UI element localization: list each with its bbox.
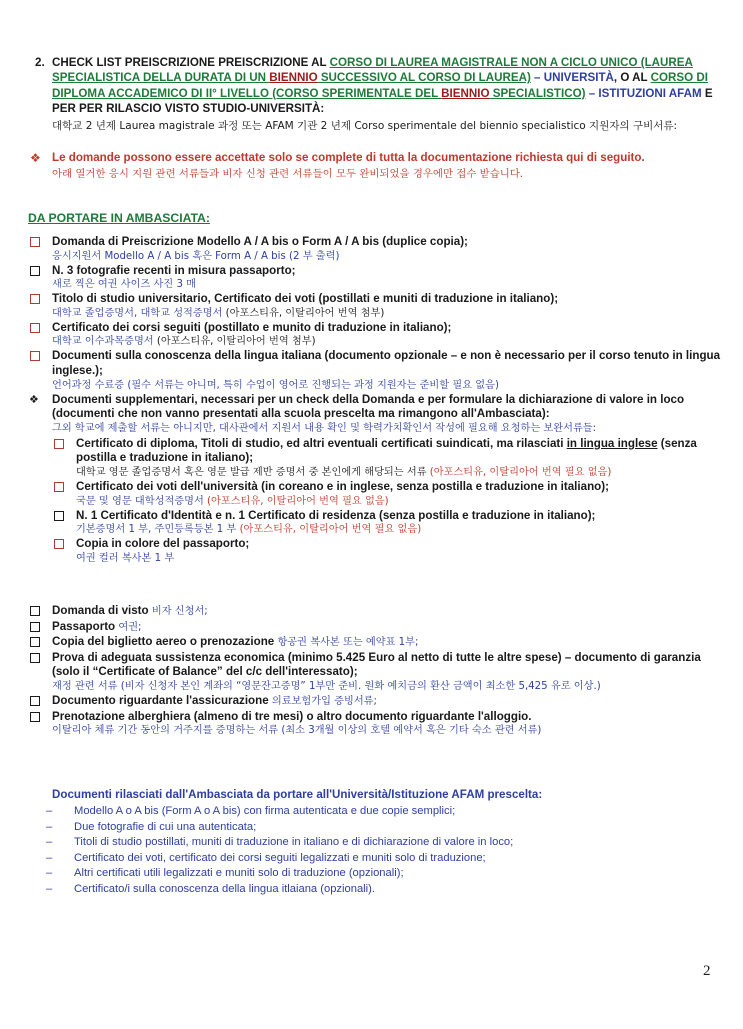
checklist-title <box>52 55 725 117</box>
item-text: Documenti sulla conoscenza della lingua italiana (documento opzionale – e non è necessario per il corso tenuto in lingua inglese.); <box>52 349 721 377</box>
list-item <box>28 292 728 321</box>
afam-item: Certificato/i sulla conoscenza della lingua itlaiana (opzionali). <box>74 882 375 895</box>
item-korean: 새로 찍은 여권 사이즈 사진 3 매 <box>52 279 197 291</box>
list-item <box>28 321 728 350</box>
checkbox-icon[interactable] <box>30 237 40 247</box>
checkbox-icon[interactable] <box>54 439 64 449</box>
afam-title: Documenti rilasciati dall'Ambasciata da portare all'Università/Istituzione AFAM prescelta: <box>52 788 543 801</box>
item-korean-b: (아포스티유, 이탈리아어 번역 필요 없음) <box>239 524 422 536</box>
item-korean: 여권 컬러 복사본 1 부 <box>76 552 175 564</box>
item-text: Certificato dei corsi seguiti (postillato e munito di traduzione in italiano); <box>52 320 452 334</box>
item-korean: 응시지원서 Modello A / A bis 혹은 Form A / A bis (2 부 출력) <box>52 250 340 262</box>
list-item: – Modello A o A bis (Form A o A bis) con firma autenticata e due copie semplici; <box>46 805 456 817</box>
afam-item: Modello A o A bis (Form A o A bis) con firma autenticata e due copie semplici; <box>74 805 456 817</box>
title-part: CORSO DI LAUREA MAGISTRALE NON A CICLO UNICO (LAUREA SPECIALISTICA DELLA DURATA DI UN <box>52 56 693 85</box>
item-korean <box>52 307 728 321</box>
checkbox-icon[interactable] <box>30 323 40 333</box>
item-text-main: Domanda di visto <box>52 604 152 617</box>
item-text-main: Passaporto <box>52 619 119 633</box>
title-part: BIENNIO <box>269 71 318 85</box>
diamond-bullet-icon: ❖ <box>30 151 41 165</box>
title-part: SPECIALISTICO) <box>489 86 586 100</box>
item-text-main: Copia del biglietto aereo o prenozazione <box>52 635 278 649</box>
afam-item: Altri certificati utili legalizzati e muniti solo di traduzione (opzionali); <box>74 867 404 880</box>
list-item <box>28 604 728 620</box>
checklist-header <box>35 55 725 117</box>
checkbox-icon[interactable] <box>30 653 40 663</box>
item-korean: 언어과정 수료증 (필수 서류는 아니며, 특히 수업이 영어로 진행되는 과정 지원자는 준비할 필요 없음) <box>52 379 499 391</box>
item-korean: 의료보험가입 증빙서류; <box>271 695 377 707</box>
item-korean: 재정 관련 서류 (비자 신청자 본인 계좌의 “영문잔고증명” 1부만 준비. 원화 예치금의 환산 금액이 최소한 5,425 유로 이상.) <box>52 680 601 692</box>
item-text-main: Documento riguardante l'assicurazione <box>52 693 272 707</box>
item-text <box>52 604 728 620</box>
item-korean-b: (아포스티유, 이탈리아어 번역 첨부) <box>225 307 385 319</box>
checkbox-icon[interactable] <box>30 712 40 722</box>
item-text <box>52 635 728 651</box>
list-item <box>28 635 728 651</box>
item-korean-a: 기본증명서 1 부, 주민등록등본 1 부 <box>76 524 240 536</box>
checkbox-icon[interactable] <box>30 294 40 304</box>
checkbox-icon[interactable] <box>30 637 40 647</box>
list-item <box>52 480 728 509</box>
item-korean: 여권; <box>118 621 142 633</box>
title-part: – UNIVERSITÀ <box>530 71 614 85</box>
list-item: – Altri certificati utili legalizzati e muniti solo di traduzione (opzionali); <box>46 867 404 880</box>
embassy-checklist <box>28 235 728 566</box>
item-text: Documenti supplementari, necessari per un check della Domanda e per formulare la dichiarazione di valore in loco (documenti che non vanno presentati alla scuola prescelta ma rimangono all'Ambasciata): <box>52 392 685 421</box>
item-korean-a: 대학교 이수과목증명서 <box>52 336 157 348</box>
item-text: Certificato dei voti dell'università (in coreano e in inglese, senza postilla e traduzione in italiano); <box>76 479 609 493</box>
list-item <box>28 620 728 636</box>
list-item <box>52 537 728 566</box>
warning-korean: 아래 열거한 응시 지원 관련 서류들과 비자 신청 관련 서류들이 모두 완비되었을 경우에만 접수 받습니다. <box>52 168 524 180</box>
page-number: 2 <box>703 963 711 979</box>
checkbox-icon[interactable] <box>54 539 64 549</box>
list-item <box>28 264 728 293</box>
item-text: Titolo di studio universitario, Certificato dei voti (postillati e muniti di traduzione in italiano); <box>52 292 559 306</box>
supplementary-list <box>52 437 728 566</box>
section-title: DA PORTARE IN AMBASCIATA: <box>28 211 210 225</box>
checkbox-icon[interactable] <box>54 482 64 492</box>
item-text: Domanda di Preiscrizione Modello A / A bis o Form A / A bis (duplice copia); <box>52 235 468 248</box>
item-text: Copia in colore del passaporto; <box>76 537 250 551</box>
checkbox-icon[interactable] <box>30 696 40 706</box>
afam-item: Certificato dei voti, certificato dei corsi seguiti legalizzati e muniti solo di traduzione; <box>74 851 486 864</box>
title-part: SUCCESSIVO AL CORSO DI LAUREA) <box>317 71 531 85</box>
checkbox-icon[interactable] <box>30 622 40 632</box>
item-text: Prenotazione alberghiera (almeno di tre mesi) o altro documento riguardante l'alloggio. <box>52 709 532 723</box>
title-part: E PER PER RILASCIO VISTO STUDIO-UNIVERSITÀ: <box>52 86 713 116</box>
title-part: CORSO DI DIPLOMA ACCADEMICO DI II° LIVELLO (CORSO SPERIMENTALE DEL <box>52 71 708 100</box>
warning-italian: Le domande possono essere accettate solo se complete di tutta la documentazione richiesta qui di seguito. <box>52 151 645 164</box>
list-item <box>28 710 728 739</box>
item-korean <box>76 495 728 509</box>
item-text-a: Certificato di diploma, Titoli di studio, ed altri eventuali certificati suindicati, ma rilasciati <box>76 436 567 450</box>
checkbox-icon[interactable] <box>30 266 40 276</box>
item-korean-b: (아포스티유, 이탈리아어 번역 첨부) <box>156 336 316 348</box>
list-item: – Titoli di studio postillati, muniti di traduzione in italiano e di dichiarazione di valore in loco; <box>46 836 514 849</box>
item-text: N. 3 fotografie recenti in misura passaporto; <box>52 263 296 277</box>
item-korean-a: 국문 및 영문 대학성적증명서 <box>76 495 208 507</box>
list-item <box>52 509 728 538</box>
item-korean-a: 대학교 영문 졸업증명서 혹은 영문 발급 제반 증명서 중 본인에게 해당되는 서류 <box>76 466 430 478</box>
item-korean: 비자 신청서; <box>151 606 208 617</box>
visa-checklist <box>28 604 728 738</box>
warning-note <box>30 150 730 182</box>
title-part: – ISTITUZIONI AFAM <box>585 86 702 100</box>
title-part: , O AL <box>613 71 651 85</box>
afam-item: Titoli di studio postillati, muniti di traduzione in italiano e di dichiarazione di valore in loco; <box>74 836 514 849</box>
afam-list <box>46 804 706 898</box>
item-text <box>76 437 728 466</box>
section-number: 2. <box>35 56 45 69</box>
title-part: CHECK LIST PREISCRIZIONE PREISCRIZIONE AL <box>52 56 330 69</box>
list-item: – Certificato/i sulla conoscenza della lingua itlaiana (opzionali). <box>46 882 375 895</box>
item-korean-b: (아포스티유, 이탈리아어 번역 필요 없음) <box>429 466 612 478</box>
list-item <box>28 694 728 710</box>
title-part: BIENNIO <box>441 86 490 100</box>
item-korean <box>52 335 728 349</box>
item-korean <box>76 523 728 537</box>
checkbox-icon[interactable] <box>30 606 40 616</box>
item-korean: 이탈리아 체류 기간 동안의 거주지를 증명하는 서류 (최소 3개월 이상의 호텔 예약서 혹은 기타 숙소 관련 서류) <box>52 725 542 737</box>
list-item <box>28 651 728 694</box>
list-item <box>52 437 728 480</box>
item-korean: 그외 학교에 제출할 서류는 아니지만, 대사관에서 지원서 내용 확인 및 학력가치확인서 작성에 필요해 요청하는 보완서류들: <box>52 422 597 434</box>
checkbox-icon[interactable] <box>30 351 40 361</box>
item-text <box>52 694 728 710</box>
list-item <box>28 349 728 392</box>
item-korean-a: 대학교 졸업증명서, 대학교 성적증명서 <box>52 307 226 319</box>
afam-item: Due fotografie di cui una autenticata; <box>74 820 257 833</box>
item-korean <box>76 466 728 480</box>
header-korean: 대학교 2 년제 Laurea magistrale 과정 또는 AFAM 기관 2 년제 Corso sperimentale del biennio specialistico 지원자의 구비서류: <box>52 120 678 132</box>
checkbox-icon[interactable] <box>54 511 64 521</box>
item-text-underlined: in lingua inglese <box>566 436 658 450</box>
item-text <box>52 620 728 636</box>
item-text-b: (senza postilla e traduzione in italiano); <box>76 436 697 465</box>
item-korean-b: (아포스티유, 이탈리아어 번역 필요 없음) <box>207 495 389 507</box>
list-item: – Due fotografie di cui una autenticata; <box>46 820 257 833</box>
diamond-bullet-icon: ❖ <box>29 393 39 406</box>
item-korean: 항공권 복사본 또는 예약표 1부; <box>277 637 419 649</box>
list-item <box>28 235 728 264</box>
item-text: N. 1 Certificato d'Identità e n. 1 Certificato di residenza (senza postilla e traduzione in italiano); <box>76 508 596 522</box>
item-text: Prova di adeguata sussistenza economica (minimo 5.425 Euro al netto di tutte le altre spese) – documento di garanzia (solo il “Certificate of Balance” del c/c dell'interessato); <box>52 650 701 679</box>
list-item <box>28 393 728 566</box>
list-item: – Certificato dei voti, certificato dei corsi seguiti legalizzati e muniti solo di traduzione; <box>46 851 486 864</box>
